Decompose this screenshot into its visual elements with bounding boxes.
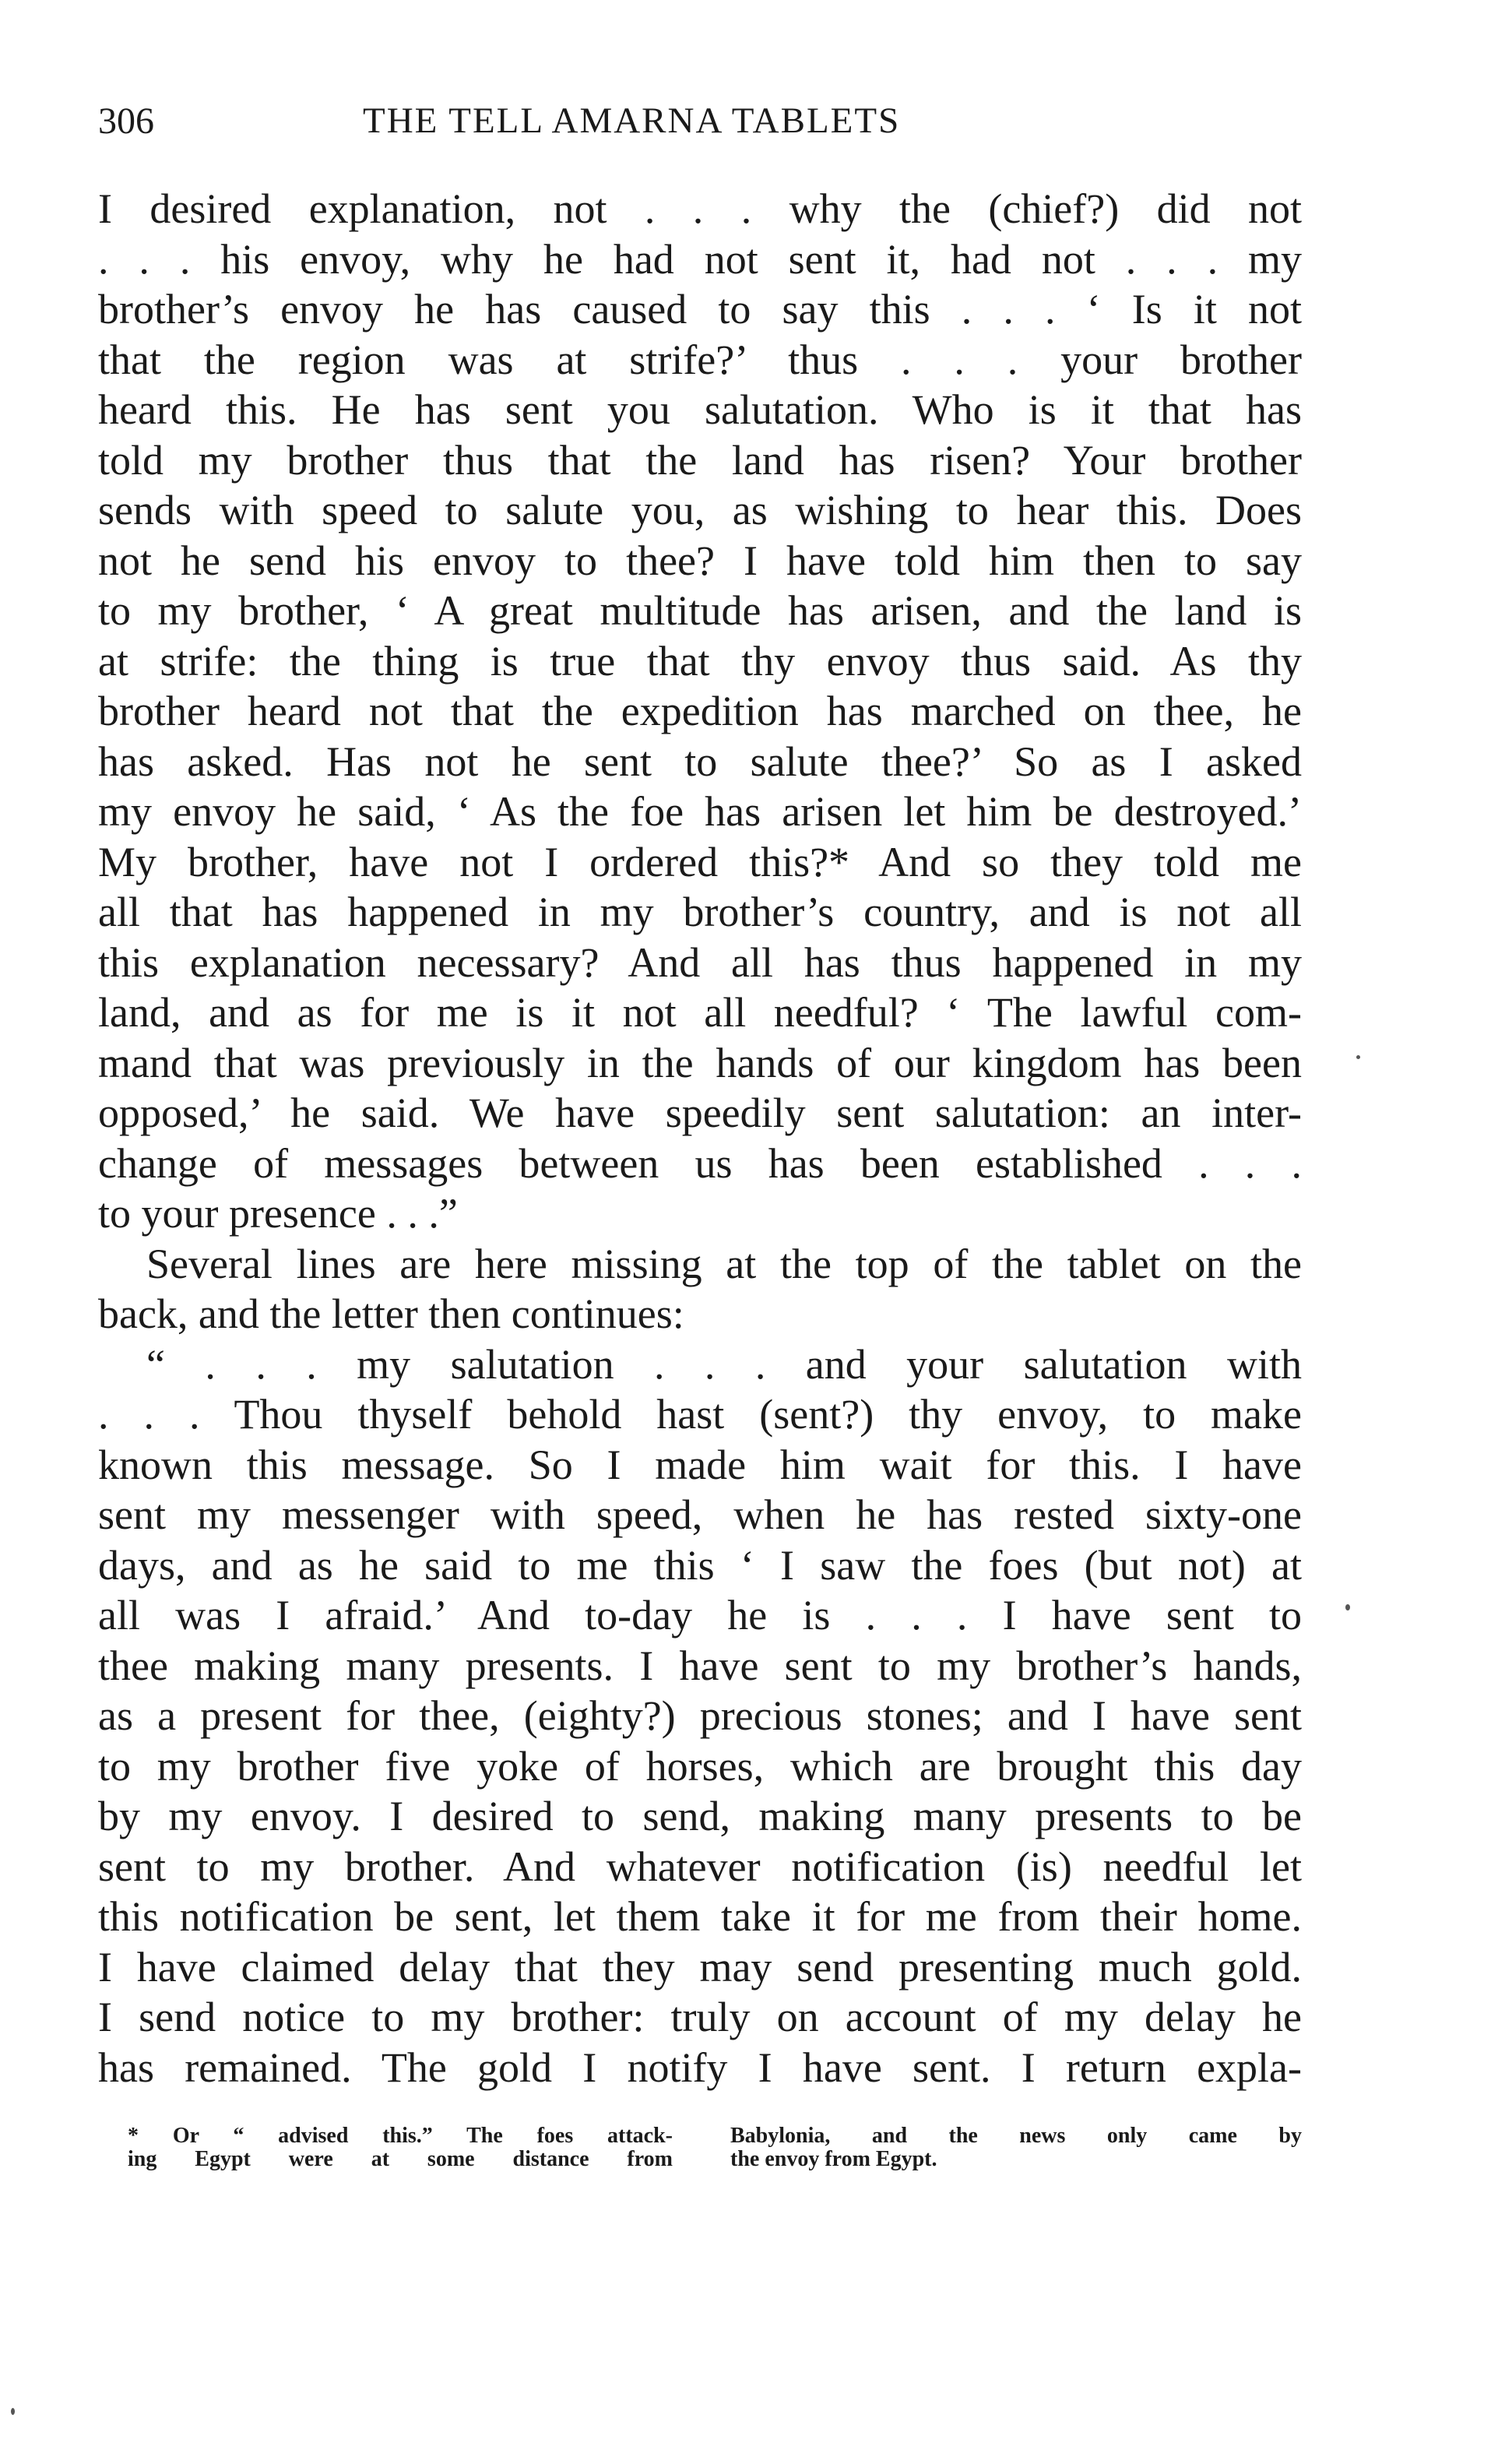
running-head [98, 100, 1302, 154]
text-line: not he send his envoy to thee? I have told him then to say [98, 537, 1302, 584]
text-line: change of messages between us has been established . . . [98, 1139, 1302, 1187]
footnote-line: * Or “ advised this.” The foes attack- [128, 2124, 673, 2148]
text-line: brother’s envoy he has caused to say this . . . ‘ Is it not [98, 286, 1302, 333]
text-line: to your presence . . .” [98, 1190, 458, 1237]
text-line: sent my messenger with speed, when he has rested sixty-one [98, 1491, 1302, 1538]
text-line: as a present for thee, (eighty?) precious stones; and I have sent [98, 1692, 1302, 1739]
text-line: mand that was previously in the hands of our kingdom has been [98, 1039, 1302, 1086]
text-line: My brother, have not I ordered this?* And so they told me [98, 838, 1302, 885]
text-line: . . . Thou thyself behold hast (sent?) thy envoy, to make [98, 1391, 1302, 1438]
text-line: . . . his envoy, why he had not sent it, had not . . . my [98, 235, 1302, 283]
footnote-column-left [128, 2124, 673, 2171]
text-line: known this message. So I made him wait for this. I have [98, 1441, 1302, 1488]
footnote-line: Babylonia, and the news only came by [730, 2124, 1302, 2148]
text-line: back, and the letter then continues: [98, 1290, 684, 1337]
page-number: 306 [98, 100, 154, 142]
text-line: I send notice to my brother: truly on account of my delay he [98, 1994, 1302, 2040]
footnote-column-right [730, 2124, 1302, 2171]
text-line: “ . . . my salutation . . . and your salutation with [146, 1340, 1302, 1388]
text-line: opposed,’ he said. We have speedily sent salutation: an inter- [98, 1089, 1302, 1136]
text-line: my envoy he said, ‘ As the foe has arisen let him be destroyed.’ [98, 788, 1302, 835]
text-line: sends with speed to salute you, as wishing to hear this. Does [98, 487, 1302, 533]
footnote-line: the envoy from Egypt. [730, 2147, 937, 2171]
body-text [98, 184, 1302, 2093]
text-line: days, and as he said to me this ‘ I saw the foes (but not) at [98, 1541, 1302, 1589]
text-line: I desired explanation, not . . . why the (chief?) did not [98, 185, 1302, 232]
text-line: I have claimed delay that they may send presenting much gold. [98, 1943, 1302, 1991]
text-line: Several lines are here missing at the top of the tablet on the [146, 1240, 1302, 1287]
text-line: this explanation necessary? And all has thus happened in my [98, 938, 1302, 986]
text-line: all that has happened in my brother’s country, and is not all [98, 889, 1302, 935]
scan-speck [1345, 1604, 1350, 1610]
text-line: this notification be sent, let them take it for me from their home. [98, 1893, 1302, 1940]
running-title: THE TELL AMARNA TABLETS [363, 100, 901, 141]
text-line: at strife: the thing is true that thy envoy thus said. As thy [98, 637, 1302, 685]
text-line: thee making many presents. I have sent to my brother’s hands, [98, 1642, 1302, 1689]
scan-speck [1356, 1055, 1360, 1059]
text-line: has asked. Has not he sent to salute thee?’ So as I asked [98, 737, 1302, 785]
scan-speck [11, 2408, 15, 2415]
text-line: that the region was at strife?’ thus . . . your brother [98, 336, 1302, 383]
text-line: to my brother five yoke of horses, which are brought this day [98, 1742, 1302, 1790]
text-line: land, and as for me is it not all needful? ‘ The lawful com- [98, 989, 1302, 1036]
text-line: sent to my brother. And whatever notification (is) needful let [98, 1843, 1302, 1890]
text-line: by my envoy. I desired to send, making many presents to be [98, 1793, 1302, 1839]
text-line: told my brother thus that the land has risen? Your brother [98, 436, 1302, 484]
text-line: heard this. He has sent you salutation. Who is it that has [98, 386, 1302, 433]
text-line: all was I afraid.’ And to-day he is . . . I have sent to [98, 1592, 1302, 1639]
text-line: brother heard not that the expedition has marched on thee, he [98, 688, 1302, 734]
text-line: has remained. The gold I notify I have sent. I return expla- [98, 2043, 1302, 2091]
text-line: to my brother, ‘ A great multitude has arisen, and the land is [98, 587, 1302, 634]
footnote-line: ing Egypt were at some distance from [128, 2147, 673, 2171]
